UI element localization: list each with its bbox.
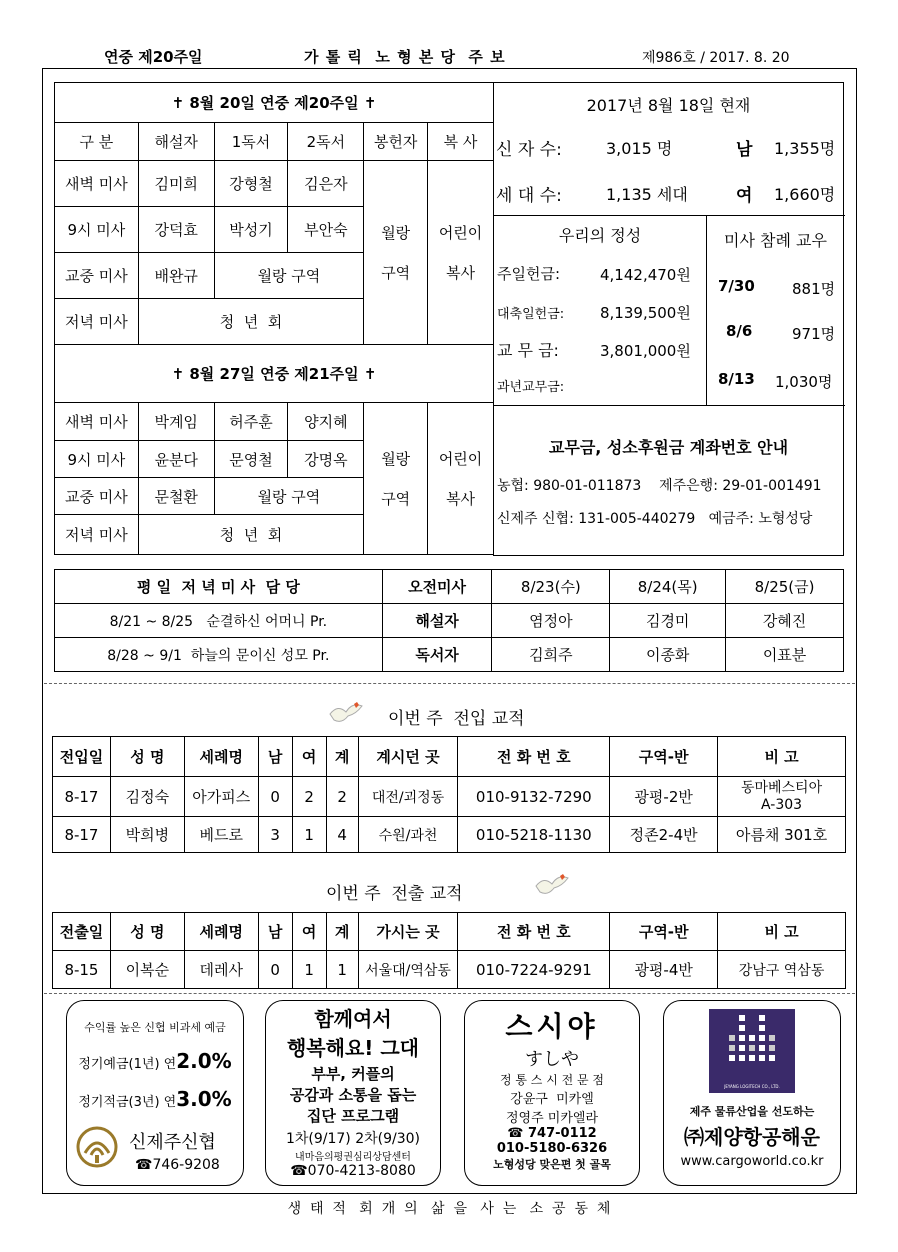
col-header: 여 (292, 737, 326, 777)
table-row (53, 951, 846, 989)
col-header: 구역-반 (610, 913, 718, 951)
table-cell: 동마베스티아 A-303 (718, 777, 846, 817)
attendance-date: 8/6 (726, 322, 753, 340)
table-cell: 베드로 (184, 817, 258, 853)
table-cell: 8-17 (53, 817, 111, 853)
ad-jeyang (663, 1000, 841, 1186)
table-cell: 수원/과천 (358, 817, 458, 853)
col-header: 계 (326, 913, 358, 951)
table-cell: 교중 미사 (55, 478, 139, 515)
commentator-cell: 김경미 (610, 604, 726, 638)
col-header: 전출일 (53, 913, 111, 951)
col-header: 남 (258, 913, 292, 951)
table-cell: 새벽 미사 (55, 403, 139, 441)
account-line2: 신제주 신협: 131-005-440279 예금주: 노형성당 (497, 511, 813, 527)
table-cell: 교중 미사 (55, 253, 139, 299)
ad-sushi (464, 1000, 640, 1186)
weekday-mass-table (54, 569, 844, 672)
table-cell: 데레사 (184, 951, 258, 989)
male-value: 1,355명 (774, 139, 836, 158)
ad-sushi-tel1: ☎ 747-0112 (507, 1126, 597, 1141)
female-label: 여 (736, 186, 753, 206)
table-cell: 문철환 (138, 478, 214, 515)
table-cell: 월랑 구역 (214, 478, 364, 515)
table-cell: 김은자 (288, 161, 364, 207)
table-cell: 이복순 (110, 951, 184, 989)
date-cell: 8/23(수) (492, 570, 610, 604)
ad-shinhyup-line2: 정기적금(3년) 연3.0% (78, 1087, 232, 1111)
week2-server: 어린이 복사 (428, 403, 494, 555)
account-title: 교무금, 성소후원금 계좌번호 안내 (548, 438, 789, 457)
ad-counsel-line1: 부부, 커플의 (311, 1065, 395, 1083)
footer-motto: 생 태 적 회 개 의 삶 을 사 는 소 공 동 체 (287, 1201, 611, 1217)
week1-server: 어린이 복사 (428, 161, 494, 345)
header-center: 가 톨 릭 노 형 본 당 주 보 (304, 48, 506, 66)
reader-label: 독서자 (382, 638, 492, 672)
ad-counsel-line2: 공감과 소통을 돕는 (289, 1086, 417, 1104)
ad-counsel-org: 내마음의평권심리상담센터 (295, 1152, 411, 1163)
week1-offertory: 월랑 구역 (364, 161, 428, 345)
table-cell: 광평-4반 (610, 951, 718, 989)
table-cell: 강명옥 (288, 441, 364, 478)
ad-sushi-owner2: 정영주 미카엘라 (505, 1111, 599, 1126)
table-cell: 8-15 (53, 951, 111, 989)
col-header: 비 고 (718, 913, 846, 951)
table-cell: 박성기 (214, 207, 288, 253)
col-reading2: 2독서 (288, 123, 364, 161)
table-cell: 2 (326, 777, 358, 817)
col-header: 계 (326, 737, 358, 777)
ad-counsel-phone: ☎070-4213-8080 (290, 1163, 416, 1179)
reader-cell: 이표분 (726, 638, 844, 672)
weekday-title: 평 일 저 녁 미 사 담 당 (55, 570, 383, 604)
offering-title: 우리의 정성 (558, 226, 642, 245)
offering-label: 교 무 금: (497, 341, 559, 360)
table-row (53, 777, 846, 817)
offering-value: 4,142,470원 (600, 266, 691, 284)
table-cell: 010-7224-9291 (458, 951, 610, 989)
ad-sushi-kana: すしや (525, 1049, 579, 1070)
table-cell: 3 (258, 817, 292, 853)
table-cell: 새벽 미사 (55, 161, 139, 207)
table-cell: 김미희 (138, 161, 214, 207)
table-cell: 대전/괴정동 (358, 777, 458, 817)
offering-value: 8,139,500원 (600, 304, 691, 322)
table-cell: 청 년 회 (138, 515, 363, 555)
col-commentator: 해설자 (138, 123, 214, 161)
ad-counsel-head2: 행복해요! 그대 (286, 1036, 419, 1060)
ad-counsel-sched: 1차(9/17) 2차(9/30) (285, 1131, 421, 1147)
date-cell: 8/25(금) (726, 570, 844, 604)
table-cell: 배완규 (138, 253, 214, 299)
week1-title: ✝ 8월 20일 연중 제20주일 ✝ (55, 83, 494, 123)
table-cell: 부안숙 (288, 207, 364, 253)
ad-sushi-tel2: 010-5180-6326 (496, 1141, 608, 1156)
move-out-table (52, 912, 846, 989)
table-cell: 2 (292, 777, 326, 817)
weekday-row: 8/28 ~ 9/1 하늘의 문이신 성모 Pr. (55, 638, 383, 672)
ad-sushi-owner1: 강윤구 미카엘 (510, 1092, 594, 1107)
move-in-title: 이번 주 전입 교적 (388, 709, 525, 729)
table-cell: 허주훈 (214, 403, 288, 441)
week2-title: ✝ 8월 27일 연중 제21주일 ✝ (55, 345, 494, 403)
offering-label: 주일헌금: (497, 265, 561, 283)
table-cell: 문영철 (214, 441, 288, 478)
table-cell: 서울대/역삼동 (358, 951, 458, 989)
stats-panel (493, 82, 844, 556)
believers-value: 3,015 명 (606, 139, 673, 158)
commentator-label: 해설자 (382, 604, 492, 638)
table-cell: 010-5218-1130 (458, 817, 610, 853)
dove-icon (534, 872, 570, 902)
header-right: 제986호 / 2017. 8. 20 (642, 50, 790, 66)
attendance-count: 971명 (792, 325, 836, 343)
ad-shinhyup-phone: ☎746-9208 (135, 1157, 220, 1173)
shinhyup-logo-icon (75, 1125, 119, 1173)
ad-sushi-desc: 정 통 스 시 전 문 점 (499, 1073, 605, 1087)
ad-sushi-loc: 노형성당 맞은편 첫 골목 (493, 1158, 611, 1171)
divider (44, 993, 855, 994)
table-cell: 아름채 301호 (718, 817, 846, 853)
table-row (53, 817, 846, 853)
dove-icon (328, 700, 364, 730)
ad-jeyang-slogan: 제주 물류산업을 선도하는 (689, 1105, 815, 1118)
weekday-row: 8/21 ~ 8/25 순결하신 어머니 Pr. (55, 604, 383, 638)
female-value: 1,660명 (774, 185, 836, 204)
col-header: 성 명 (110, 913, 184, 951)
table-cell: 강덕효 (138, 207, 214, 253)
offering-label: 대축일헌금: (497, 307, 565, 322)
divider (44, 683, 855, 684)
stats-date: 2017년 8월 18일 현재 (586, 96, 751, 115)
male-label: 남 (736, 140, 753, 160)
week2-offertory: 월랑 구역 (364, 403, 428, 555)
col-reading1: 1독서 (214, 123, 288, 161)
col-offertory: 봉헌자 (364, 123, 428, 161)
table-cell: 1 (326, 951, 358, 989)
date-cell: 8/24(목) (610, 570, 726, 604)
attendance-title: 미사 참례 교우 (724, 231, 827, 250)
ad-shinhyup (66, 1000, 244, 1186)
households-value: 1,135 세대 (606, 185, 688, 204)
table-cell: 1 (292, 951, 326, 989)
table-cell: 9시 미사 (55, 207, 139, 253)
reader-cell: 김희주 (492, 638, 610, 672)
ad-jeyang-name: ㈜제양항공해운 (684, 1125, 820, 1149)
table-cell: 광평-2반 (610, 777, 718, 817)
table-cell: 박희병 (110, 817, 184, 853)
ad-sushi-logo: 스시야 (505, 1010, 599, 1043)
col-header: 비 고 (718, 737, 846, 777)
reader-cell: 이종화 (610, 638, 726, 672)
ad-shinhyup-line1: 정기예금(1년) 연2.0% (78, 1049, 232, 1073)
households-label: 세 대 수: (496, 186, 562, 206)
table-cell: 정존2-4반 (610, 817, 718, 853)
table-cell: 0 (258, 777, 292, 817)
offering-label: 과년교무금: (497, 380, 565, 395)
attendance-date: 8/13 (718, 370, 755, 388)
ad-shinhyup-name: 신제주신협 (129, 1132, 216, 1153)
header-left: 연중 제20주일 (104, 48, 203, 66)
attendance-count: 1,030명 (775, 373, 833, 391)
table-cell: 9시 미사 (55, 441, 139, 478)
table-cell: 아가피스 (184, 777, 258, 817)
ad-counsel-head1: 함께여서 (314, 1007, 392, 1031)
attendance-count: 881명 (792, 280, 836, 298)
ad-counseling (265, 1000, 441, 1186)
believers-label: 신 자 수: (496, 140, 562, 160)
col-header: 남 (258, 737, 292, 777)
table-cell: 0 (258, 951, 292, 989)
table-cell: 청 년 회 (138, 299, 363, 345)
col-header: 계시던 곳 (358, 737, 458, 777)
col-header: 전 화 번 호 (458, 913, 610, 951)
morning-label: 오전미사 (382, 570, 492, 604)
table-cell: 1 (292, 817, 326, 853)
account-line1: 농협: 980-01-011873 제주은행: 29-01-001491 (497, 478, 822, 494)
col-header: 세례명 (184, 737, 258, 777)
ad-counsel-line3: 집단 프로그램 (306, 1107, 400, 1125)
table-cell: 윤분다 (138, 441, 214, 478)
table-cell: 박계임 (138, 403, 214, 441)
move-in-table (52, 736, 846, 853)
col-server: 복 사 (428, 123, 494, 161)
move-out-title: 이번 주 전출 교적 (326, 884, 463, 904)
bulletin-header (42, 44, 857, 66)
ad-shinhyup-top: 수익률 높은 신협 비과세 예금 (84, 1021, 226, 1034)
attendance-date: 7/30 (718, 277, 755, 295)
table-cell: 4 (326, 817, 358, 853)
col-header: 전입일 (53, 737, 111, 777)
table-cell: 저녁 미사 (55, 299, 139, 345)
offering-value: 3,801,000원 (600, 342, 691, 360)
table-cell: 양지혜 (288, 403, 364, 441)
table-cell: 강남구 역삼동 (718, 951, 846, 989)
jeyang-logo-icon (709, 1009, 795, 1093)
col-header: 여 (292, 913, 326, 951)
col-header: 가시는 곳 (358, 913, 458, 951)
col-header: 세례명 (184, 913, 258, 951)
table-cell: 김정숙 (110, 777, 184, 817)
ad-jeyang-url: www.cargoworld.co.kr (680, 1154, 824, 1169)
col-header: 구역-반 (610, 737, 718, 777)
table-cell: 010-9132-7290 (458, 777, 610, 817)
mass-schedule-table (54, 82, 494, 555)
table-cell: 8-17 (53, 777, 111, 817)
commentator-cell: 강혜진 (726, 604, 844, 638)
col-header: 성 명 (110, 737, 184, 777)
table-cell: 저녁 미사 (55, 515, 139, 555)
table-cell: 월랑 구역 (214, 253, 364, 299)
table-cell: 강형철 (214, 161, 288, 207)
commentator-cell: 염정아 (492, 604, 610, 638)
col-header: 전 화 번 호 (458, 737, 610, 777)
jeyang-sub: JEYANG LOGITECH CO., LTD. (724, 1084, 780, 1089)
col-division: 구 분 (55, 123, 139, 161)
